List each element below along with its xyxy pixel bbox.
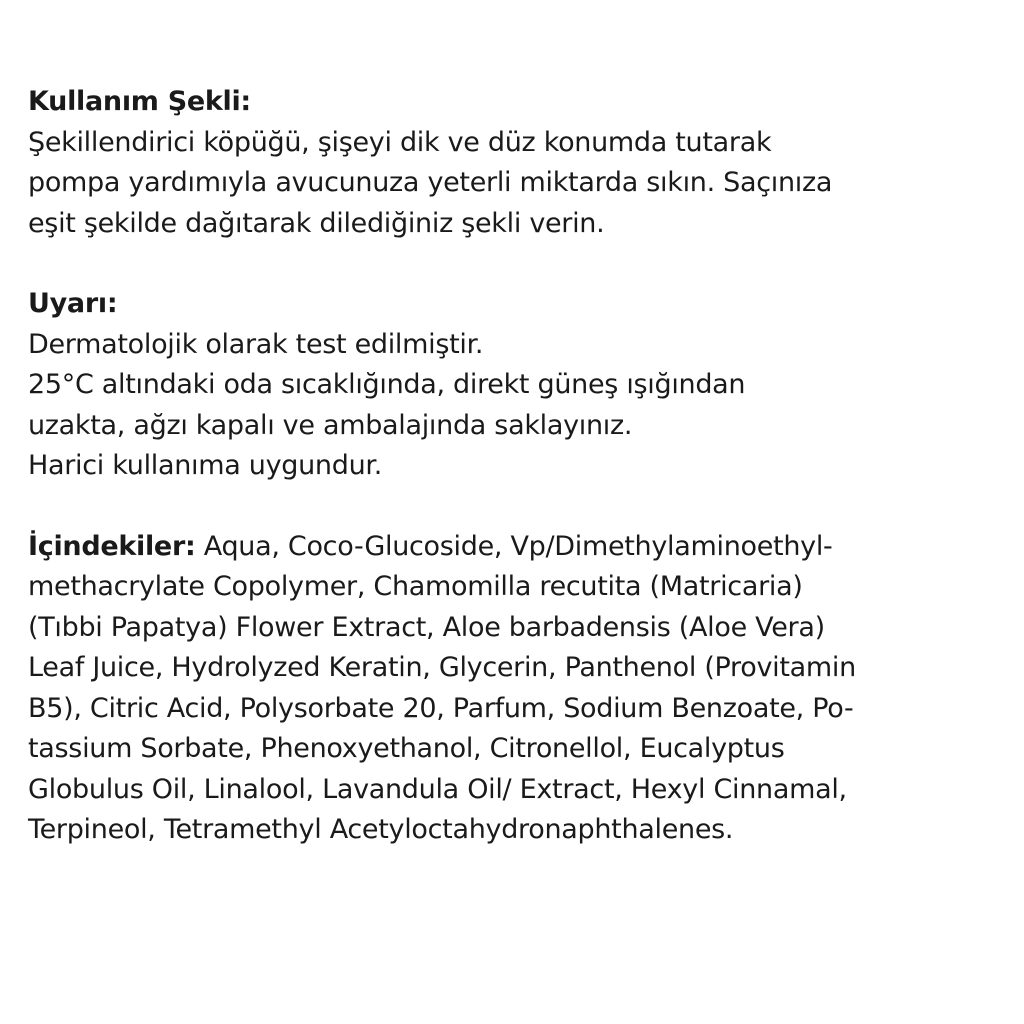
ingredients-line: Leaf Juice, Hydrolyzed Keratin, Glycerin, Panthenol (Provitamin <box>28 652 856 683</box>
ingredients-line: B5), Citric Acid, Polysorbate 20, Parfum, Sodium Benzoate, Po- <box>28 692 854 724</box>
usage-line: pompa yardımıyla avucunuza yeterli miktarda sıkın. Saçınıza <box>28 167 833 198</box>
usage-line: eşit şekilde dağıtarak dilediğiniz şekli verin. <box>28 207 605 239</box>
ingredients-line: tassium Sorbate, Phenoxyethanol, Citronellol, Eucalyptus <box>28 733 785 764</box>
ingredients-section <box>28 527 1008 851</box>
ingredients-line: Terpineol, Tetramethyl Acetyloctahydronaphthalenes. <box>28 814 734 845</box>
ingredients-line: Globulus Oil, Linalool, Lavandula Oil/ Extract, Hexyl Cinnamal, <box>28 773 847 805</box>
warning-line: uzakta, ağzı kapalı ve ambalajında saklayınız. <box>28 409 633 441</box>
usage-section <box>28 82 1008 244</box>
ingredients-line: methacrylate Copolymer, Chamomilla recutita (Matricaria) <box>28 571 803 602</box>
warning-line: Dermatolojik olarak test edilmiştir. <box>28 328 484 360</box>
warning-section <box>28 284 1008 487</box>
usage-line: Şekillendirici köpüğü, şişeyi dik ve düz konumda tutarak <box>28 126 772 158</box>
ingredients-heading: İçindekiler: <box>28 530 196 562</box>
warning-heading: Uyarı: <box>28 288 118 319</box>
usage-heading: Kullanım Şekli: <box>28 86 251 117</box>
ingredients-first-line <box>28 527 1008 568</box>
ingredients-line: (Tıbbi Papatya) Flower Extract, Aloe barbadensis (Aloe Vera) <box>28 611 825 643</box>
warning-line: Harici kullanıma uygundur. <box>28 450 382 481</box>
product-info-document <box>28 82 1008 851</box>
ingredients-text: Aqua, Coco-Glucoside, Vp/Dimethylaminoethyl- <box>195 530 833 562</box>
warning-line: 25°C altındaki oda sıcaklığında, direkt güneş ışığından <box>28 369 746 400</box>
